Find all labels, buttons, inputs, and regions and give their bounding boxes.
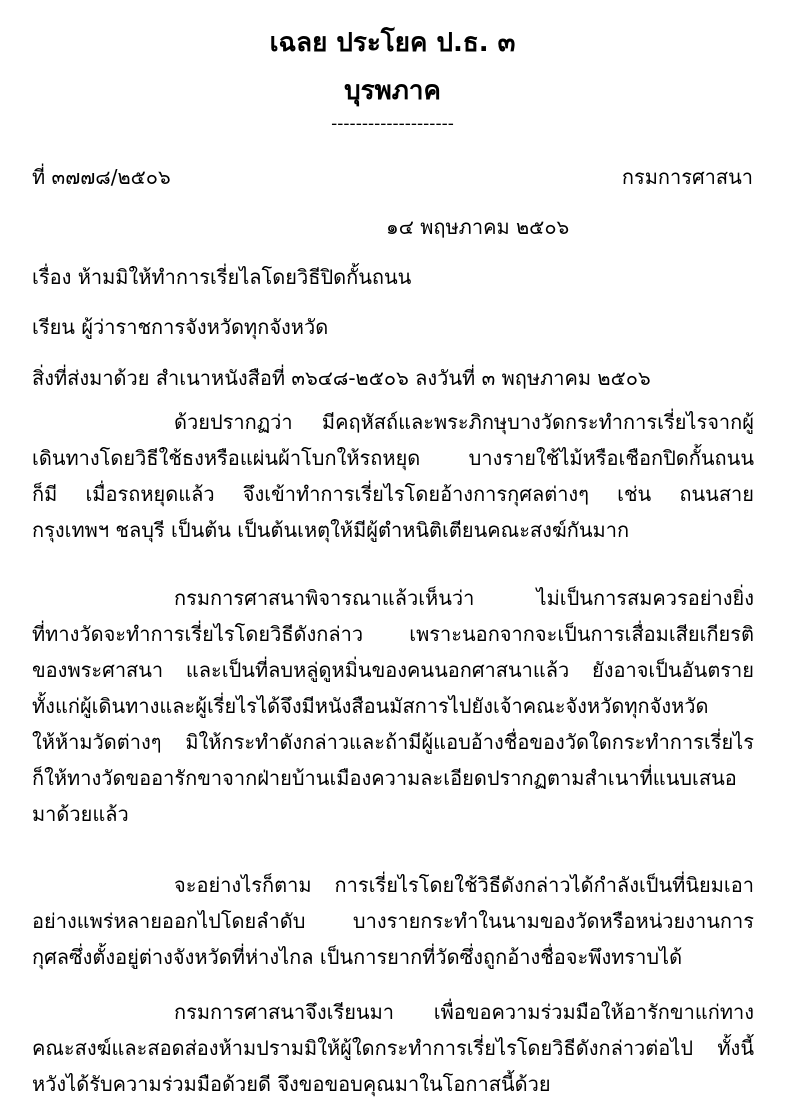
- issuing-department: กรมการศาสนา: [621, 165, 753, 189]
- paragraph-line: ก็มี เมื่อรถหยุดแล้ว จึงเข้าทำการเรี่ยไรโดยอ้างการกุศลต่างๆ เช่น ถนนสาย: [32, 482, 754, 506]
- letter-addressee: เรียน ผู้ว่าราชการจังหวัดทุกจังหวัด: [32, 315, 329, 339]
- paragraph-line: หวังได้รับความร่วมมือด้วยดี จึงขอขอบคุณมาในโอกาสนี้ด้วย: [32, 1072, 551, 1096]
- paragraph-line: กุศลซึ่งตั้งอยู่ต่างจังหวัดที่ห่างไกล เป็นการยากที่วัดซึ่งถูกอ้างชื่อจะพึงทราบได้: [32, 945, 683, 969]
- letter-subject: เรื่อง ห้ามมิให้ทำการเรี่ยไลโดยวิธีปิดกั้นถนน: [32, 265, 412, 289]
- paragraph-line: กรมการศาสนาพิจารณาแล้วเห็นว่า ไม่เป็นการสมควรอย่างยิ่ง: [174, 586, 754, 610]
- paragraph-line: อย่างแพร่หลายออกไปโดยลำดับ บางรายกระทำในนามของวัดหรือหน่วยงานการ: [32, 909, 754, 933]
- body-paragraph-4: [32, 994, 754, 1102]
- paragraph-line: คณะสงฆ์และสอดส่องห้ามปรามมิให้ผู้ใดกระทำการเรี่ยไรโดยวิธีดังกล่าวต่อไป ทั้งนี้: [32, 1036, 754, 1060]
- paragraph-line: ก็ให้ทางวัดขออารักขาจากฝ่ายบ้านเมืองความละเอียดปรากฏตามสำเนาที่แนบเสนอ: [32, 766, 737, 790]
- paragraph-line: เดินทางโดยวิธีใช้ธงหรือแผ่นผ้าโบกให้รถหยุด บางรายใช้ไม้หรือเชือกปิดกั้นถนน: [32, 446, 754, 470]
- paragraph-line: ทั้งแก่ผู้เดินทางและผู้เรี่ยไรได้จึงมีหนังสือนมัสการไปยังเจ้าคณะจังหวัดทุกจังหวัด: [32, 694, 709, 718]
- paragraph-line: ที่ทางวัดจะทำการเรี่ยไรโดยวิธีดังกล่าว เพราะนอกจากจะเป็นการเสื่อมเสียเกียรติ: [32, 622, 754, 646]
- paragraph-line: กรมการศาสนาจึงเรียนมา เพื่อขอความร่วมมือให้อารักขาแก่ทาง: [174, 1000, 754, 1024]
- paragraph-line: มาด้วยแล้ว: [32, 802, 129, 826]
- paragraph-line: จะอย่างไรก็ตาม การเรี่ยไรโดยใช้วิธีดังกล่าวได้กำลังเป็นที่นิยมเอา: [174, 873, 754, 897]
- paragraph-line: ของพระศาสนา และเป็นที่ลบหลู่ดูหมิ่นของคนนอกศาสนาแล้ว ยังอาจเป็นอันตราย: [32, 658, 754, 682]
- letter-date: ๑๔ พฤษภาคม ๒๕๐๖: [386, 215, 570, 239]
- title-separator: --------------------: [331, 114, 454, 134]
- document-title: เฉลย ประโยค ป.ธ. ๓: [269, 28, 516, 58]
- body-paragraph-3: [32, 867, 754, 975]
- letter-enclosure: สิ่งที่ส่งมาด้วย สำเนาหนังสือที่ ๓๖๔๘-๒๕๐๖ ลงวันที่ ๓ พฤษภาคม ๒๕๐๖: [32, 366, 651, 390]
- body-paragraph-1: [32, 404, 754, 548]
- document-subtitle: บุรพภาค: [344, 76, 441, 106]
- paragraph-line: ให้ห้ามวัดต่างๆ มิให้กระทำดังกล่าวและถ้ามีผู้แอบอ้างชื่อของวัดใดกระทำการเรี่ยไร: [32, 730, 754, 754]
- reference-number: ที่ ๓๗๗๘/๒๕๐๖: [32, 165, 171, 189]
- paragraph-line: ด้วยปรากฏว่า มีคฤหัสถ์และพระภิกษุบางวัดกระทำการเรี่ยไรจากผู้: [174, 410, 754, 434]
- body-paragraph-2: [32, 580, 754, 832]
- paragraph-line: กรุงเทพฯ ชลบุรี เป็นต้น เป็นต้นเหตุให้มีผู้ตำหนิติเตียนคณะสงฆ์กันมาก: [32, 518, 630, 542]
